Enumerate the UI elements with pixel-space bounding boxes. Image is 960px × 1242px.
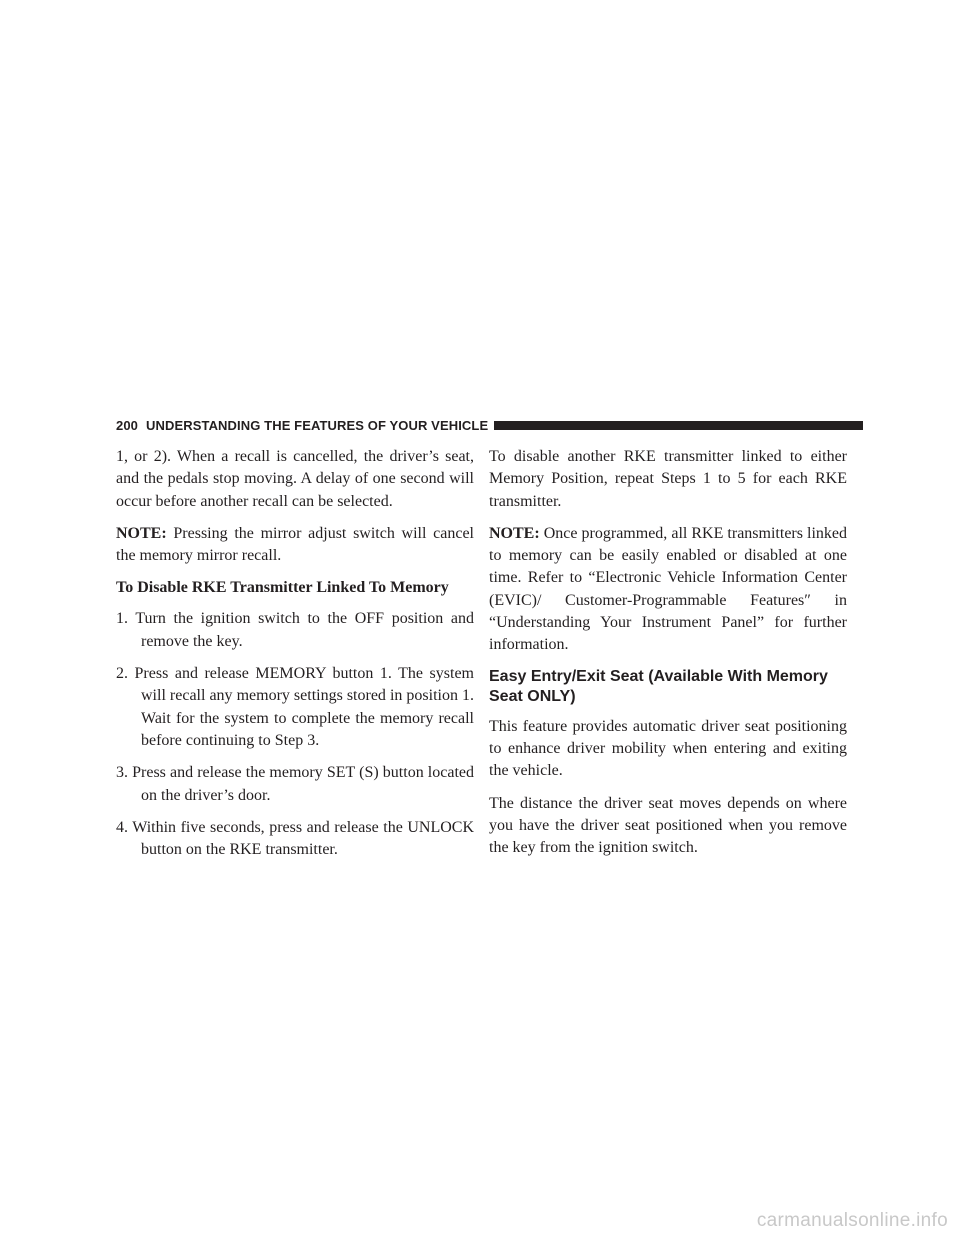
repeat-steps-paragraph: To disable another RKE transmitter linked to either Memory Position, repeat Steps 1 to 5 for each RKE transmitter. [489,448,847,510]
right-column [489,446,847,869]
step-item: 1. Turn the ignition switch to the OFF position and remove the key. [116,610,474,650]
distance-paragraph: The distance the driver seat moves depends on where you have the driver seat positioned when you remove the key from the ignition switch. [489,794,847,857]
note-text: Pressing the mirror adjust switch will cancel the memory mirror recall. [116,524,475,565]
left-column [116,446,474,871]
header-rule [494,421,863,430]
step-item: 4. Within five seconds, press and release the UNLOCK button on the RKE transmitter. [116,818,474,859]
note-programmed [489,523,847,657]
disable-steps-list [116,608,474,861]
easy-entry-heading: Easy Entry/Exit Seat (Available With Memory Seat ONLY) [489,667,828,705]
note-text: Once programmed, all RKE transmitters linked to memory can be easily enabled or disabled at one time. Refer to “Electronic Vehicle Information Center (EVIC)/ Customer-Programmable Features″ in “Understanding Your Instrument Panel” for further information. [489,524,848,654]
feature-paragraph: This feature provides automatic driver seat positioning to enhance driver mobility when entering and exiting the vehicle. [489,717,847,780]
disable-rke-heading: To Disable RKE Transmitter Linked To Memory [116,579,449,597]
page-header [116,417,863,433]
section-title: UNDERSTANDING THE FEATURES OF YOUR VEHICLE [146,417,489,433]
page-number: 200 [116,417,138,433]
note-label: NOTE: [489,524,540,542]
intro-paragraph: 1, or 2). When a recall is cancelled, the driver’s seat, and the pedals stop moving. A delay of one second will occur before another recall can be selected. [116,448,474,510]
step-item: 2. Press and release MEMORY button 1. The system will recall any memory settings stored in position 1. Wait for the system to complete the memory recall before continuing to Step 3. [116,665,474,749]
step-item: 3. Press and release the memory SET (S) button located on the driver’s door. [116,764,474,804]
note-label: NOTE: [116,524,167,542]
note-mirror-recall [116,523,474,568]
watermark: carmanualsonline.info [756,1210,948,1231]
